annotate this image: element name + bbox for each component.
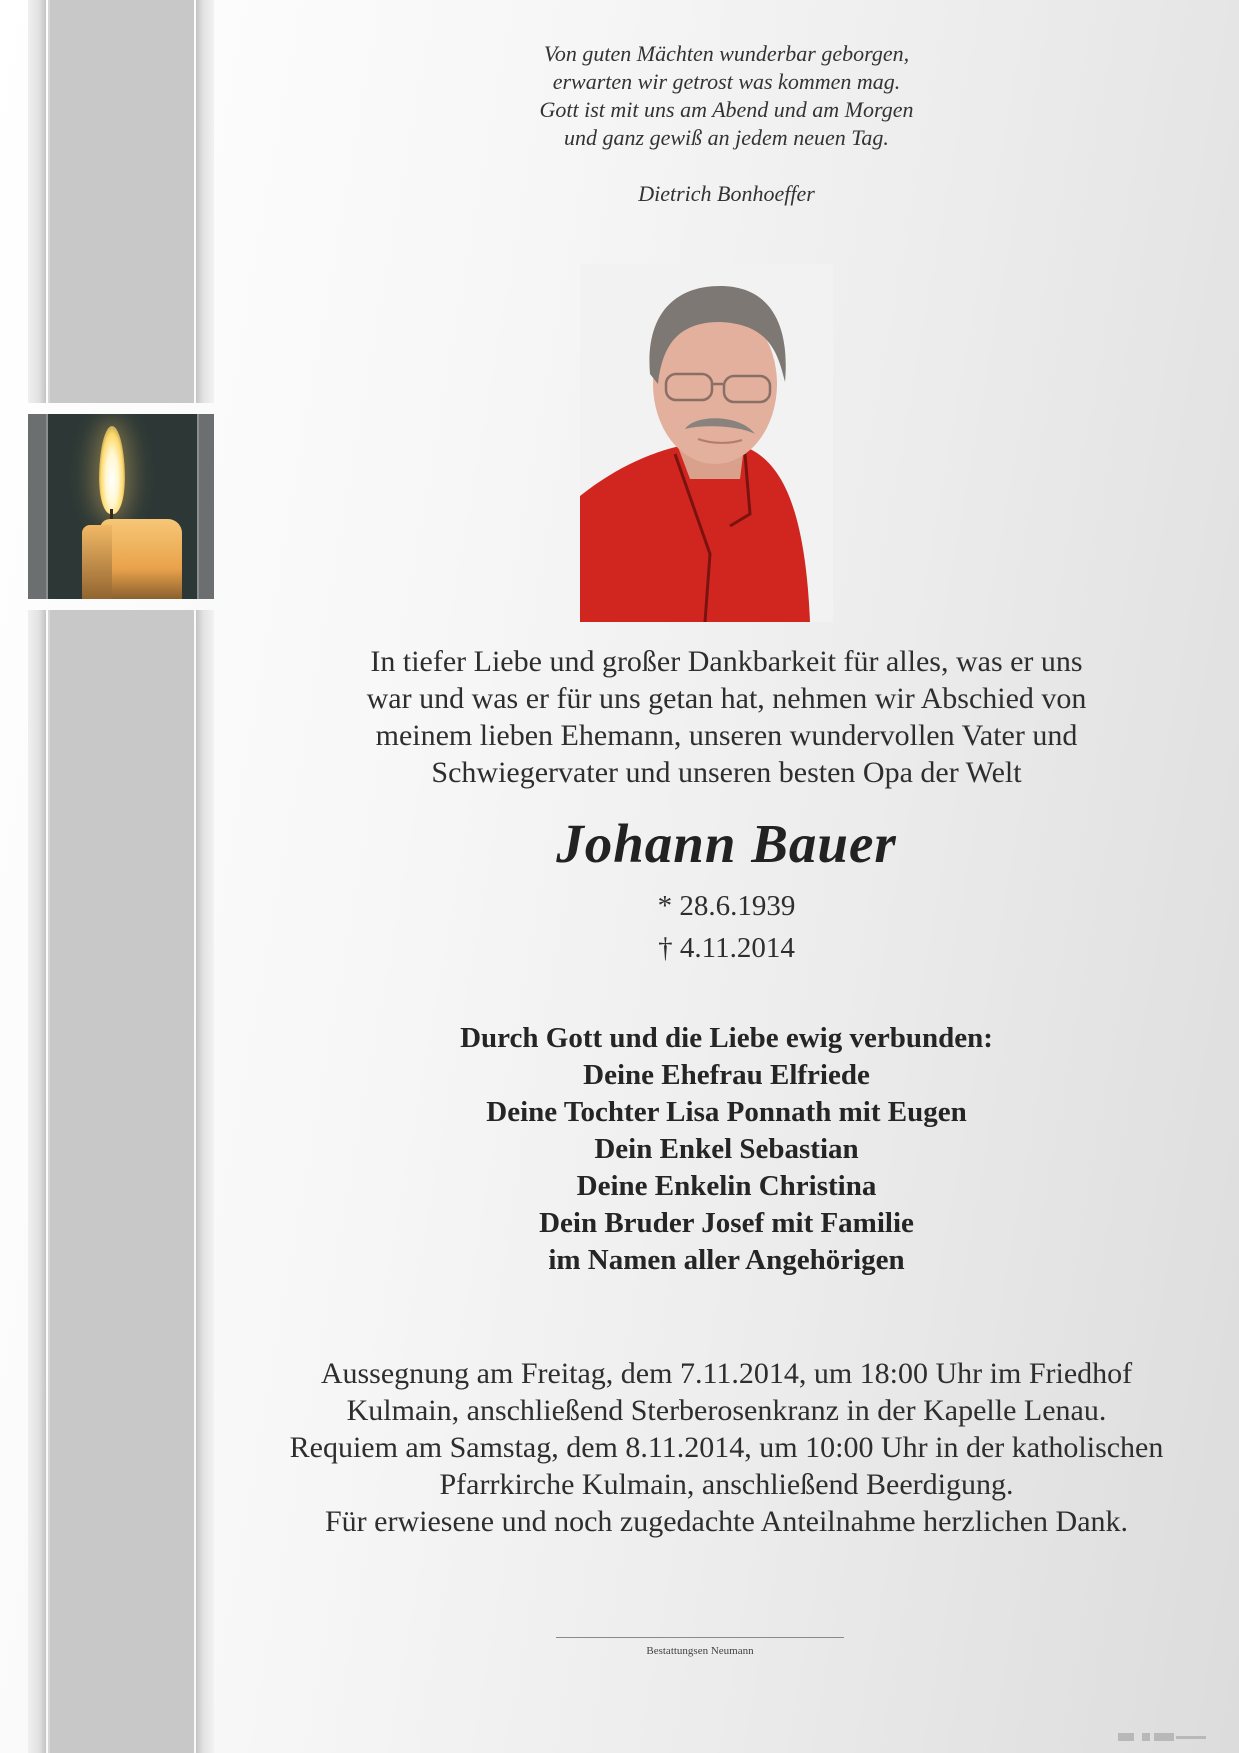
service-line: Requiem am Samstag, dem 8.11.2014, um 10:00 Uhr in der katholischen [289, 1431, 1164, 1464]
sidebar-edge-left [28, 0, 46, 403]
portrait-icon [580, 264, 833, 622]
undertaker-name: Bestattungsen Neumann [646, 1645, 754, 1657]
sidebar-panel-bottom [48, 610, 194, 1753]
intro-text [214, 643, 1239, 791]
service-details [214, 1355, 1239, 1540]
sidebar-decoration [28, 0, 214, 1753]
sidebar-panel-top [48, 0, 194, 403]
candle-wax [100, 519, 182, 599]
poem-line: erwarten wir getrost was kommen mag. [552, 69, 901, 94]
candle-icon [46, 414, 199, 599]
mourner-entry: Deine Tochter Lisa Ponnath mit Eugen [486, 1096, 967, 1128]
intro-line: meinem lieben Ehemann, unseren wundervollen Vater und [375, 719, 1078, 752]
mourner-entry: Deine Ehefrau Elfriede [583, 1059, 870, 1091]
service-line: Kulmain, anschließend Sterberosenkranz in der Kapelle Lenau. [346, 1394, 1107, 1427]
intro-line: war und was er für uns getan hat, nehmen wir Abschied von [366, 682, 1087, 715]
poem-line: Von guten Mächten wunderbar geborgen, [543, 41, 910, 66]
death-date: † 4.11.2014 [658, 932, 795, 964]
sidebar-edge-right-lower [196, 610, 214, 1753]
poem-line: und ganz gewiß an jedem neuen Tag. [564, 125, 889, 150]
poem-author: Dietrich Bonhoeffer [638, 181, 815, 206]
candle-image [28, 414, 214, 599]
service-line: Für erwiesene und noch zugedachte Anteilnahme herzlichen Dank. [324, 1505, 1129, 1538]
poem-line: Gott ist mit uns am Abend und am Morgen [539, 97, 914, 122]
deceased-name: Johann Bauer [556, 813, 897, 874]
intro-line: Schwiegervater und unseren besten Opa der Welt [431, 756, 1022, 789]
publisher-logo-icon [1118, 1733, 1213, 1742]
birth-date: * 28.6.1939 [657, 890, 796, 922]
sidebar-edge-left-lower [28, 610, 46, 1753]
footer-divider [556, 1637, 844, 1638]
service-line: Aussegnung am Freitag, dem 7.11.2014, um 18:00 Uhr im Friedhof [320, 1357, 1133, 1390]
mourners-list [214, 1020, 1239, 1279]
mourners-heading: Durch Gott und die Liebe ewig verbunden: [460, 1022, 993, 1054]
portrait-photo [580, 264, 833, 622]
mourner-entry: Deine Enkelin Christina [576, 1170, 877, 1202]
life-dates [214, 885, 1239, 969]
poem-block [214, 40, 1239, 208]
service-line: Pfarrkirche Kulmain, anschließend Beerdigung. [439, 1468, 1014, 1501]
mourner-entry: Dein Bruder Josef mit Familie [539, 1207, 914, 1239]
mourner-entry: im Namen aller Angehörigen [548, 1244, 905, 1276]
intro-line: In tiefer Liebe und großer Dankbarkeit für alles, was er uns [370, 645, 1083, 678]
flame-icon [99, 426, 125, 514]
sidebar-edge-right [196, 0, 214, 403]
mourner-entry: Dein Enkel Sebastian [594, 1133, 859, 1165]
